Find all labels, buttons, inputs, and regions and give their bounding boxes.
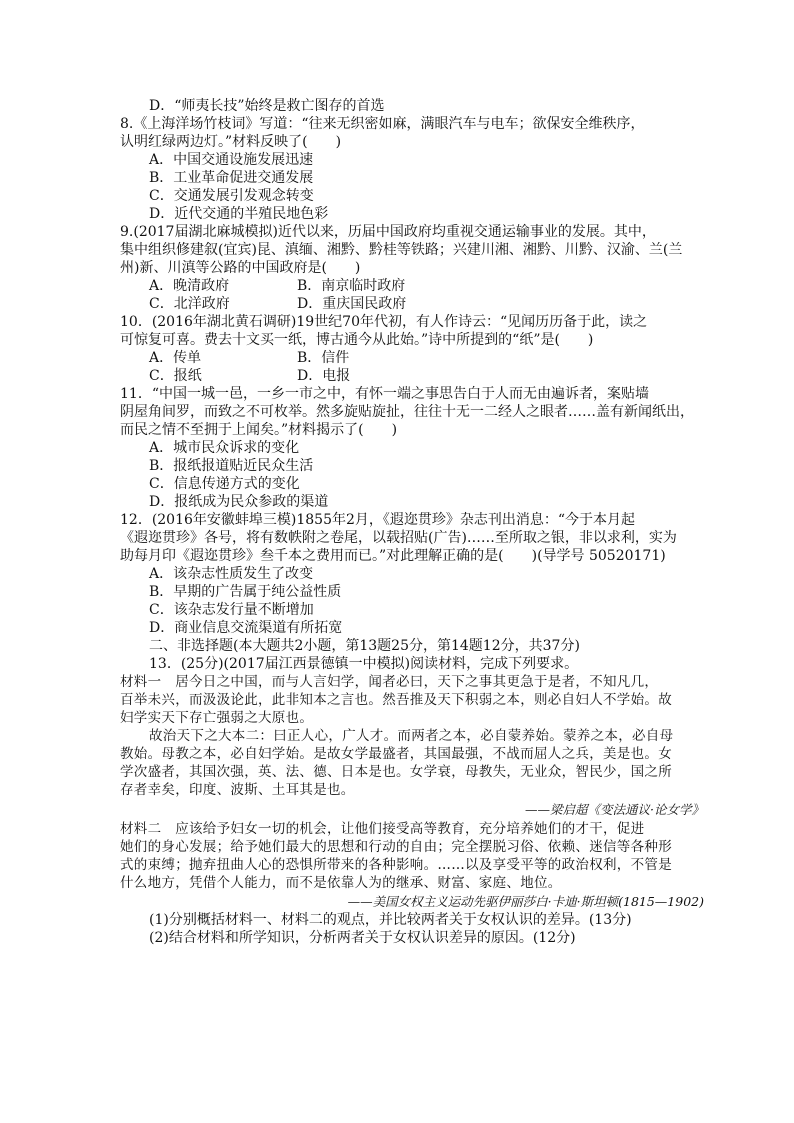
q8-option-a: A．中国交通设施发展迅速 bbox=[149, 152, 314, 168]
q9-option-c: C．北洋政府 bbox=[149, 296, 230, 312]
material-1-line6: 学次盛者，其国次强，英、法、德、日本是也。女学衰，母教失，无业众，智民少，国之所 bbox=[120, 764, 672, 780]
material-1-line7: 存者幸矣，印度、波斯、土耳其是也。 bbox=[120, 782, 355, 798]
material-1-line1: 材料一 居今日之中国，而与人言妇学，闻者必曰，天下之事其更急于是者，不知凡几， bbox=[120, 674, 659, 690]
material-2-line4: 什么地方，凭借个人能力，而不是依靠人为的继承、财富、家庭、地位。 bbox=[120, 875, 562, 891]
q8-option-b: B．工业革命促进交通发展 bbox=[149, 170, 314, 186]
material-1-line5: 教始。母教之本，必自妇学始。是故女学最盛者，其国最强，不战而屈人之兵，美是也。女 bbox=[120, 746, 672, 762]
q10-option-a: A．传单 bbox=[149, 350, 202, 366]
q10-option-b: B．信件 bbox=[297, 350, 350, 366]
q10-options-row2 bbox=[0, 367, 351, 385]
q12-stem-line1: 12．(2016年安徽蚌埠三模)1855年2月，《遐迩贯珍》杂志刊出消息：“今于本月起 bbox=[120, 512, 636, 528]
q9-stem-line2: 集中组织修建叙(宜宾)昆、滇缅、湘黔、黔桂等铁路；兴建川湘、湘黔、川黔、汉渝、兰(兰 bbox=[120, 242, 683, 258]
q9-option-a: A．晚清政府 bbox=[149, 278, 230, 294]
q8-stem-line2: 认明红绿两边灯。”材料反映了( ) bbox=[120, 134, 342, 150]
q9-options-row2 bbox=[0, 295, 407, 313]
q11-stem-line3: 而民之情不至拥于上闻矣。”材料揭示了( ) bbox=[120, 422, 398, 438]
q13-subquestion-2: (2)结合材料和所学知识，分析两者关于女权认识差异的原因。(12分) bbox=[149, 930, 576, 946]
q11-option-a: A．城市民众诉求的变化 bbox=[149, 440, 300, 456]
q10-stem-line2: 可惊复可喜。费去十文买一纸，博古通今从此始。”诗中所提到的“纸”是( ) bbox=[120, 332, 594, 348]
q8-stem-line1: 8.《上海洋场竹枝词》写道：“往来无织密如麻，满眼汽车与电车；欲保安全维秩序， bbox=[120, 116, 645, 132]
q12-stem-line2: 《遐迩贯珍》各号，将有数帙附之卷尾，以载招贴(广告)……至所取之银，非以求利，实为 bbox=[120, 530, 677, 546]
q12-option-d: D．商业信息交流渠道有所拓宽 bbox=[149, 620, 343, 636]
q8-option-d: D．近代交通的半殖民地色彩 bbox=[149, 206, 329, 222]
q11-option-b: B．报纸报道贴近民众生活 bbox=[149, 458, 314, 474]
material-1-line2: 百举未兴，而汲汲论此，此非知本之言也。然吾推及天下积弱之本，则必自妇人不学始。故 bbox=[120, 692, 672, 708]
q9-option-d: D．重庆国民政府 bbox=[297, 296, 407, 312]
q11-stem-line1: 11．“中国一城一邑，一乡一市之中，有怀一端之事思告白于人而无由遍诉者，案贴墙 bbox=[120, 386, 649, 402]
q9-options-row1 bbox=[0, 277, 406, 295]
material-2-line3: 式的束缚；抛弃扭曲人心的恐惧所带来的各种影响。……以及享受平等的政治权利，不管是 bbox=[120, 857, 672, 873]
section-heading: 二、非选择题(本大题共2小题，第13题25分，第14题12分，共37分) bbox=[149, 638, 580, 654]
q7-option-d: D．“师夷长技”始终是救亡图存的首选 bbox=[149, 98, 385, 114]
q9-stem-line1: 9.(2017届湖北麻城模拟)近代以来，历届中国政府均重视交通运输事业的发展。其中， bbox=[120, 224, 656, 240]
material-2-source: ——美国女权主义运动先驱伊丽莎白·卡迪·斯坦顿(1815—1902) bbox=[347, 894, 704, 909]
q9-stem-line3: 州)新、川滇等公路的中国政府是( ) bbox=[120, 260, 361, 276]
q9-option-b: B．南京临时政府 bbox=[297, 278, 406, 294]
material-2-line1: 材料二 应该给予妇女一切的机会，让他们接受高等教育，充分培养她们的才干，促进 bbox=[120, 821, 645, 837]
q11-stem-line2: 阴屋角间罗，而致之不可枚举。然多旋贴旋扯，往往十无一二经人之眼者……盖有新闻纸出， bbox=[120, 404, 694, 420]
q13-stem: 13．(25分)(2017届江西景德镇一中模拟)阅读材料，完成下列要求。 bbox=[149, 656, 579, 672]
q10-options-row1 bbox=[0, 349, 350, 367]
q10-option-c: C．报纸 bbox=[149, 368, 202, 384]
material-1-source: ——梁启超《变法通议·论女学》 bbox=[525, 802, 704, 817]
q10-option-d: D．电报 bbox=[297, 368, 351, 384]
material-1-line3: 妇学实天下存亡强弱之大原也。 bbox=[120, 710, 314, 726]
q12-option-a: A．该杂志性质发生了改变 bbox=[149, 566, 314, 582]
q13-subquestion-1: (1)分别概括材料一、材料二的观点，并比较两者关于女权认识的差异。(13分) bbox=[149, 912, 632, 928]
q12-option-c: C．该杂志发行量不断增加 bbox=[149, 602, 314, 618]
material-2-line2: 她们的身心发展；给予她们最大的思想和行动的自由；完全摆脱习俗、依赖、迷信等各种形 bbox=[120, 839, 672, 855]
q12-option-b: B．早期的广告属于纯公益性质 bbox=[149, 584, 342, 600]
material-1-line4: 故治天下之大本二：曰正人心，广人才。而两者之本，必自蒙养始。蒙养之本，必自母 bbox=[149, 728, 674, 744]
q8-option-c: C．交通发展引发观念转变 bbox=[149, 188, 314, 204]
q10-stem-line1: 10．(2016年湖北黄石调研)19世纪70年代初，有人作诗云：“见闻历历备于此，读之 bbox=[120, 314, 648, 330]
q11-option-d: D．报纸成为民众参政的渠道 bbox=[149, 494, 329, 510]
q11-option-c: C．信息传递方式的变化 bbox=[149, 476, 300, 492]
q12-stem-line3: 助每月印《遐迩贯珍》叁千本之费用而已。”对此理解正确的是( )(导学号 50520171) bbox=[120, 548, 666, 564]
